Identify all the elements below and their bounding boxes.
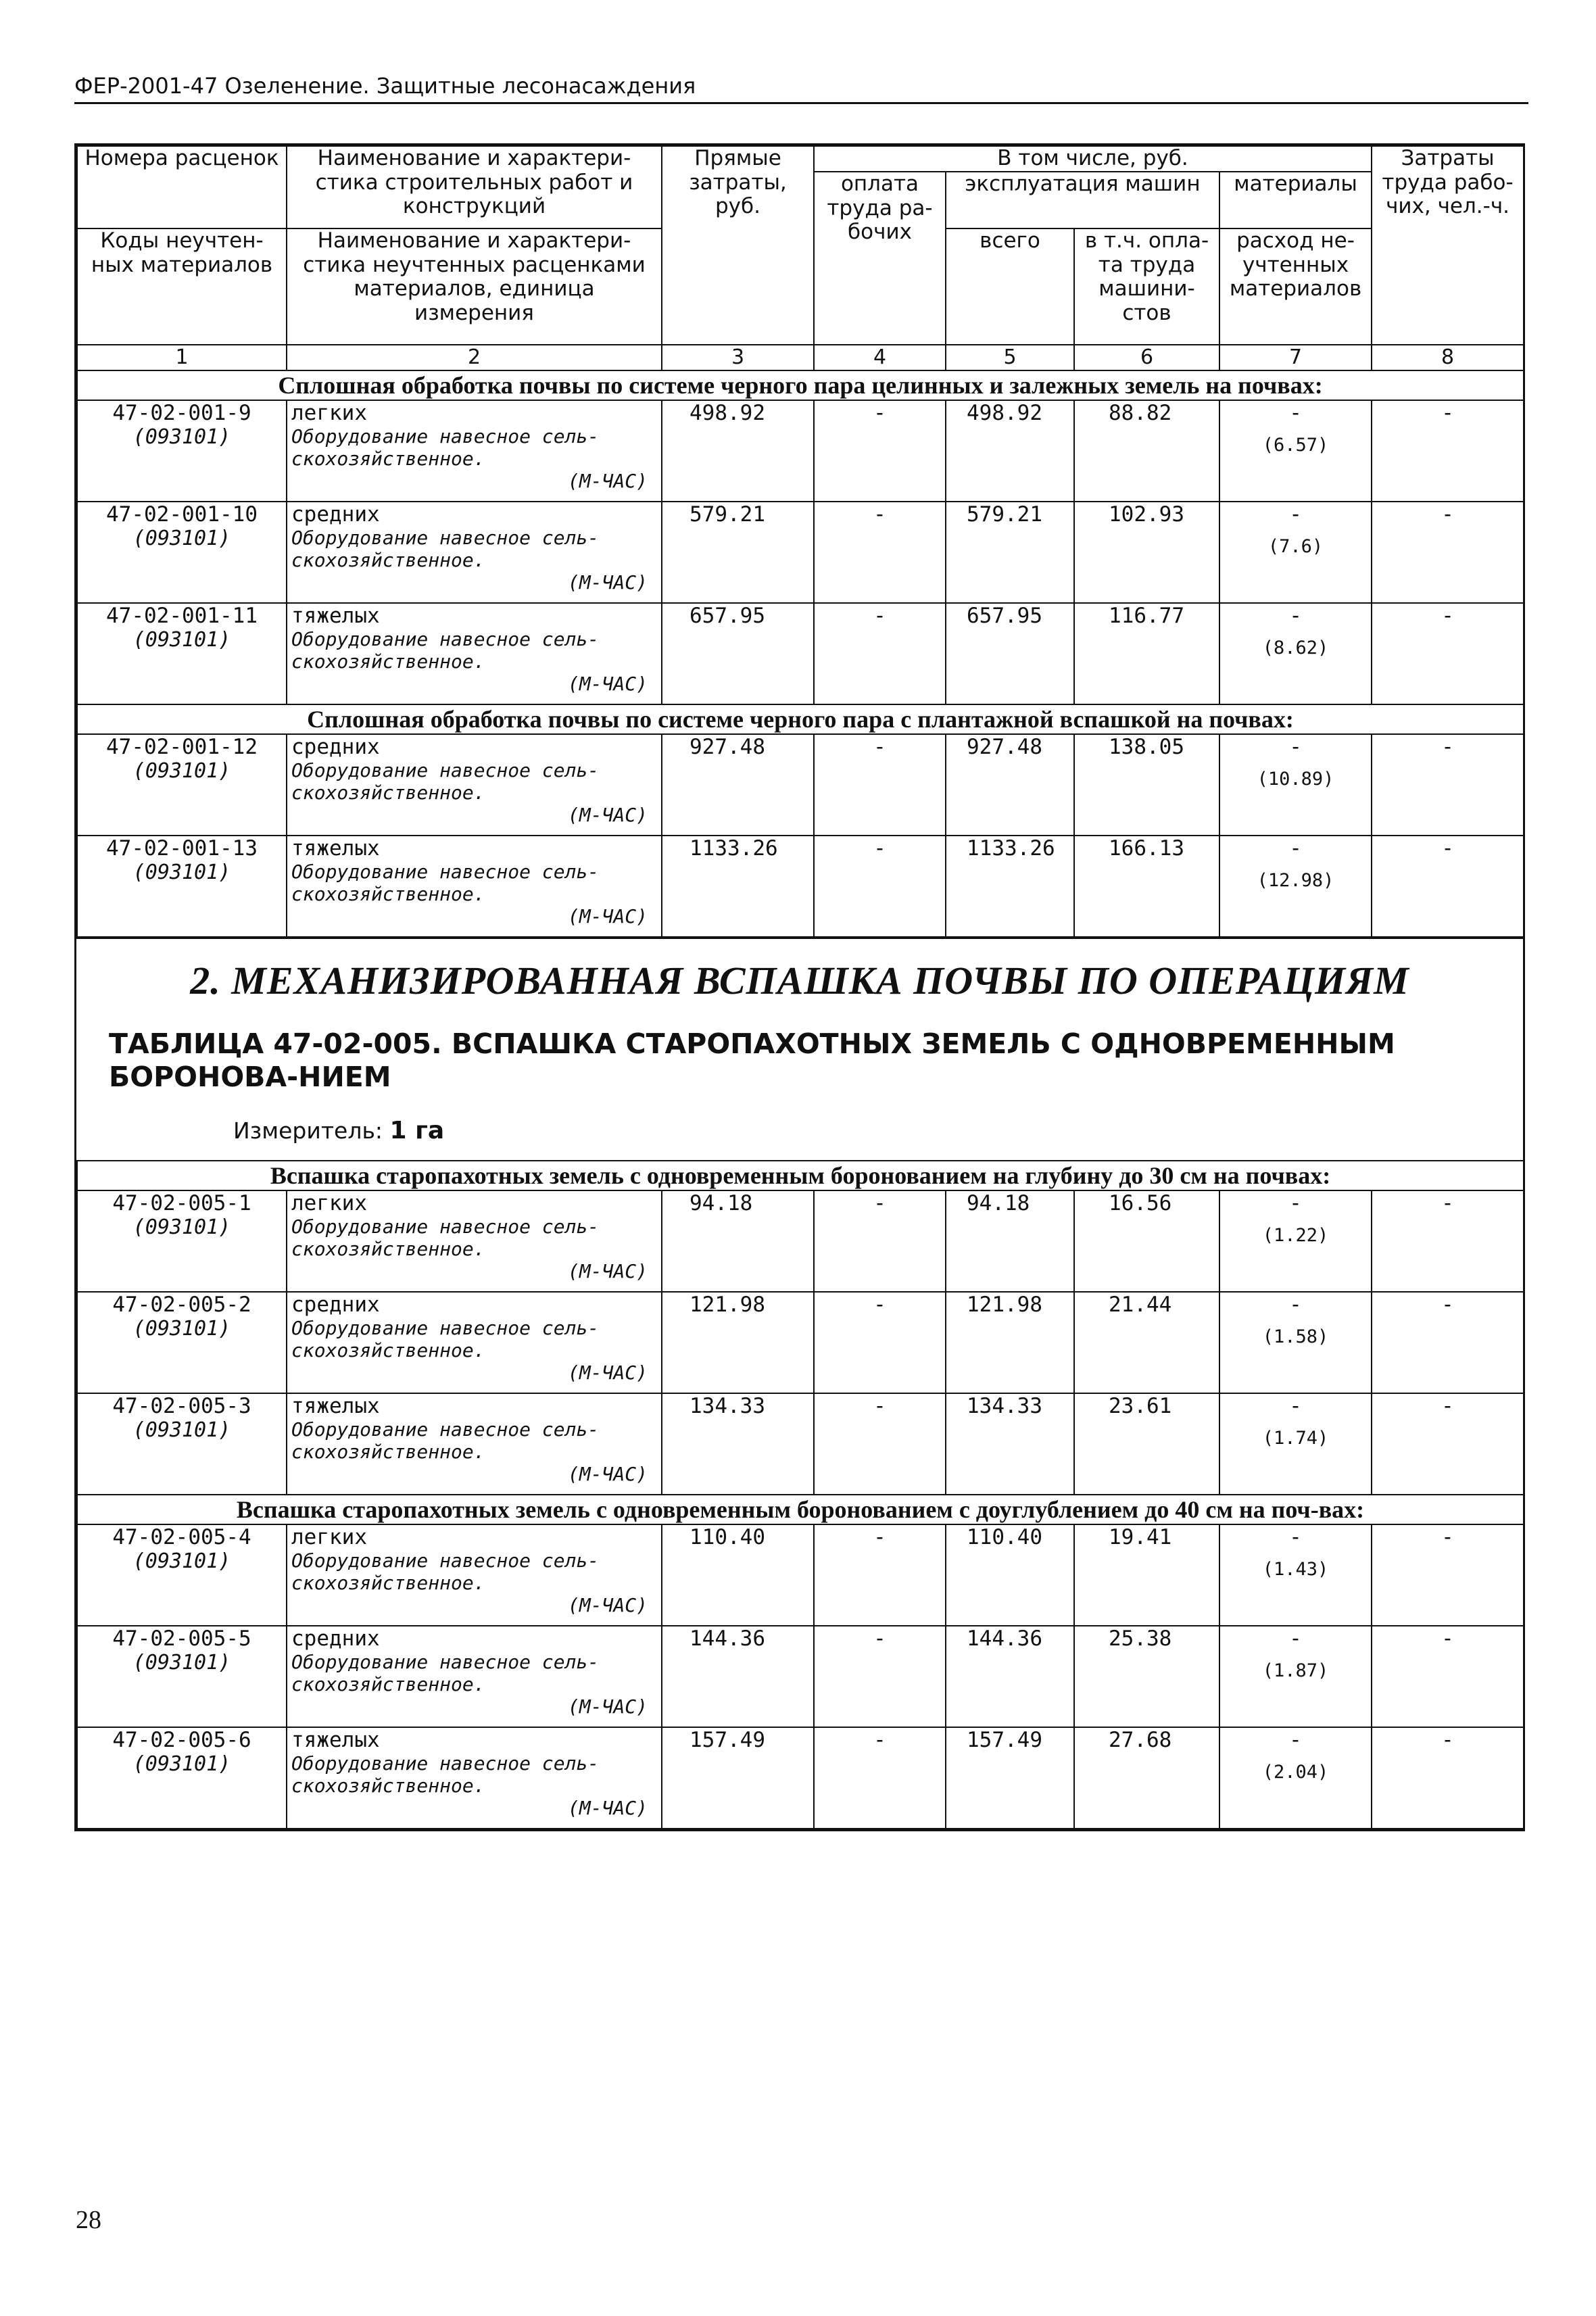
materials-cell <box>1219 502 1372 603</box>
material-name: Оборудование навесное сель-скохозяйственное. <box>291 1215 600 1261</box>
direct-cost: 579.21 <box>662 502 814 603</box>
measure-value: 1 га <box>389 1117 445 1145</box>
material-quantity: (1.58) <box>1262 1326 1329 1348</box>
material-unit: (М-ЧАС) <box>567 1361 648 1384</box>
labor-cost: - <box>814 1393 946 1495</box>
rate-name-cell <box>287 400 662 502</box>
running-head-rule <box>74 102 1528 104</box>
materials-cost: - <box>1289 1293 1302 1318</box>
column-number-row: 1 2 3 4 5 6 7 8 <box>77 345 1524 370</box>
materials-cost: - <box>1289 836 1302 861</box>
labor-cost: - <box>814 502 946 603</box>
labor-hours: - <box>1372 502 1524 603</box>
rate-name-cell <box>287 502 662 603</box>
rate-name: средних <box>291 1293 380 1318</box>
rate-name: легких <box>291 401 367 425</box>
machine-labor-cost: 102.93 <box>1074 502 1219 603</box>
rate-name: средних <box>291 502 380 527</box>
machine-cost: 1133.26 <box>946 836 1074 937</box>
section-heading-row <box>77 1161 1524 1190</box>
materials-cost: - <box>1289 1728 1302 1753</box>
rate-code-cell <box>77 502 287 603</box>
material-name: Оборудование навесное сель-скохозяйственное. <box>291 861 600 905</box>
header-col5: всего <box>946 228 1074 345</box>
direct-cost: 144.36 <box>662 1626 814 1727</box>
rate-row <box>77 400 1524 502</box>
header-col6: в т.ч. опла-та труда машини-стов <box>1074 228 1219 345</box>
direct-cost: 121.98 <box>662 1292 814 1393</box>
material-code: (093101) <box>132 861 231 884</box>
machine-labor-cost: 19.41 <box>1074 1524 1219 1626</box>
material-quantity: (1.74) <box>1262 1428 1329 1449</box>
rate-row <box>77 1524 1524 1626</box>
section-title: 2. МЕХАНИЗИРОВАННАЯ ВСПАШКА ПОЧВЫ ПО ОПЕРАЦИЯМ <box>190 959 1409 1003</box>
materials-cell <box>1219 603 1372 704</box>
header-col2-bottom: Наименование и характери-стика неучтенных расценками материалов, единица измерения <box>287 228 662 345</box>
rate-name-cell <box>287 1393 662 1495</box>
header-group: В том числе, руб. <box>814 146 1372 172</box>
material-unit: (М-ЧАС) <box>567 905 648 927</box>
labor-hours: - <box>1372 1626 1524 1727</box>
rates-table <box>76 145 1524 938</box>
material-unit: (М-ЧАС) <box>567 1463 648 1486</box>
materials-cost: - <box>1289 1626 1302 1651</box>
machine-labor-cost: 21.44 <box>1074 1292 1219 1393</box>
rate-code-cell <box>77 1626 287 1727</box>
section-heading: Вспашка старопахотных земель с одновременным боронованием с доуглублением до 40 см на поч-вах: <box>77 1495 1524 1524</box>
machine-labor-cost: 23.61 <box>1074 1393 1219 1495</box>
rate-code: 47-02-001-13 <box>106 836 258 861</box>
labor-cost: - <box>814 734 946 836</box>
material-code: (093101) <box>132 759 231 783</box>
rates-table-2 <box>76 1160 1524 1829</box>
header-col8: Затраты труда рабо-чих, чел.-ч. <box>1372 146 1524 345</box>
materials-cell <box>1219 1292 1372 1393</box>
rate-code: 47-02-001-9 <box>112 401 251 425</box>
material-quantity: (1.43) <box>1262 1559 1329 1581</box>
running-head: ФЕР-2001-47 Озеленение. Защитные лесонасаждения <box>74 73 696 99</box>
rate-name: тяжелых <box>291 1728 380 1753</box>
rate-row <box>77 1727 1524 1829</box>
rate-row <box>77 836 1524 937</box>
material-code: (093101) <box>132 628 231 652</box>
rate-row <box>77 1393 1524 1495</box>
rate-row <box>77 1292 1524 1393</box>
section-heading-row <box>77 370 1524 400</box>
rate-code: 47-02-005-6 <box>112 1728 251 1753</box>
material-quantity: (1.22) <box>1262 1225 1329 1247</box>
machine-cost: 657.95 <box>946 603 1074 704</box>
labor-hours: - <box>1372 1524 1524 1626</box>
materials-cell <box>1219 1190 1372 1292</box>
rate-row <box>77 603 1524 704</box>
material-code: (093101) <box>132 1215 231 1240</box>
materials-cost: - <box>1289 1525 1302 1550</box>
section-heading: Сплошная обработка почвы по системе черного пара целинных и залежных земель на почвах: <box>77 370 1524 400</box>
rate-code-cell <box>77 734 287 836</box>
materials-cost: - <box>1289 735 1302 759</box>
rate-name: тяжелых <box>291 1394 380 1419</box>
rate-code: 47-02-005-1 <box>112 1191 251 1216</box>
rate-code-cell <box>77 1393 287 1495</box>
material-unit: (М-ЧАС) <box>567 673 648 695</box>
section-heading-row <box>77 1495 1524 1524</box>
materials-cost: - <box>1289 502 1302 527</box>
machine-labor-cost: 25.38 <box>1074 1626 1219 1727</box>
materials-cost: - <box>1289 1191 1302 1216</box>
materials-cost: - <box>1289 604 1302 628</box>
rate-name-cell <box>287 1727 662 1829</box>
material-code: (093101) <box>132 1752 231 1777</box>
material-unit: (М-ЧАС) <box>567 1594 648 1617</box>
machine-labor-cost: 116.77 <box>1074 603 1219 704</box>
material-code: (093101) <box>132 1317 231 1341</box>
material-code: (093101) <box>132 425 231 449</box>
section-heading: Сплошная обработка почвы по системе черного пара с плантажной вспашкой на почвах: <box>77 704 1524 734</box>
material-unit: (М-ЧАС) <box>567 804 648 826</box>
material-unit: (М-ЧАС) <box>567 1260 648 1283</box>
direct-cost: 657.95 <box>662 603 814 704</box>
table-title: ТАБЛИЦА 47-02-005. ВСПАШКА СТАРОПАХОТНЫХ ЗЕМЕЛЬ С ОДНОВРЕМЕННЫМ БОРОНОВА-НИЕМ <box>109 1028 1395 1094</box>
rate-name: легких <box>291 1525 367 1550</box>
machine-labor-cost: 27.68 <box>1074 1727 1219 1829</box>
material-name: Оборудование навесное сель-скохозяйственное. <box>291 759 600 804</box>
material-unit: (М-ЧАС) <box>567 571 648 594</box>
machine-labor-cost: 166.13 <box>1074 836 1219 937</box>
direct-cost: 498.92 <box>662 400 814 502</box>
direct-cost: 1133.26 <box>662 836 814 937</box>
labor-cost: - <box>814 1626 946 1727</box>
rate-row <box>77 1190 1524 1292</box>
materials-cell <box>1219 1727 1372 1829</box>
rate-code: 47-02-005-2 <box>112 1293 251 1318</box>
rate-name: легких <box>291 1191 367 1216</box>
material-quantity: (1.87) <box>1262 1660 1329 1682</box>
rate-code-cell <box>77 1292 287 1393</box>
header-row-1 <box>77 146 1524 172</box>
materials-cell <box>1219 1524 1372 1626</box>
machine-cost: 110.40 <box>946 1524 1074 1626</box>
labor-cost: - <box>814 603 946 704</box>
rate-code: 47-02-001-12 <box>106 735 258 759</box>
direct-cost: 157.49 <box>662 1727 814 1829</box>
machine-cost: 94.18 <box>946 1190 1074 1292</box>
direct-cost: 110.40 <box>662 1524 814 1626</box>
labor-cost: - <box>814 1190 946 1292</box>
rate-code-cell <box>77 836 287 937</box>
material-code: (093101) <box>132 1549 231 1574</box>
header-col1-top: Номера расценок <box>77 146 287 228</box>
rate-name: тяжелых <box>291 604 380 628</box>
rate-code-cell <box>77 1727 287 1829</box>
rate-name-cell <box>287 836 662 937</box>
section-heading: Вспашка старопахотных земель с одновременным боронованием на глубину до 30 см на почвах: <box>77 1161 1524 1190</box>
labor-hours: - <box>1372 734 1524 836</box>
header-materials: материалы <box>1219 172 1372 228</box>
material-code: (093101) <box>132 1651 231 1675</box>
rate-name-cell <box>287 1292 662 1393</box>
material-name: Оборудование навесное сель-скохозяйственное. <box>291 1752 600 1798</box>
material-name: Оборудование навесное сель-скохозяйственное. <box>291 1651 600 1696</box>
materials-cell <box>1219 836 1372 937</box>
material-unit: (М-ЧАС) <box>567 470 648 492</box>
material-name: Оборудование навесное сель-скохозяйственное. <box>291 527 600 571</box>
part2-block <box>76 938 1523 1160</box>
header-col4: оплата труда ра-бочих <box>814 172 946 345</box>
materials-cost: - <box>1289 1394 1302 1419</box>
rate-name-cell <box>287 1626 662 1727</box>
rate-row <box>77 734 1524 836</box>
material-name: Оборудование навесное сель-скохозяйственное. <box>291 1317 600 1362</box>
measure-label: Измеритель: <box>233 1117 383 1144</box>
material-quantity: (8.62) <box>1262 637 1329 658</box>
rate-name-cell <box>287 1524 662 1626</box>
materials-cell <box>1219 1626 1372 1727</box>
machine-cost: 134.33 <box>946 1393 1074 1495</box>
rate-code-cell <box>77 1524 287 1626</box>
header-col7: расход не-учтенных материалов <box>1219 228 1372 345</box>
rate-code: 47-02-005-3 <box>112 1394 251 1419</box>
rate-name-cell <box>287 734 662 836</box>
labor-hours: - <box>1372 400 1524 502</box>
materials-cell <box>1219 1393 1372 1495</box>
direct-cost: 927.48 <box>662 734 814 836</box>
labor-cost: - <box>814 836 946 937</box>
labor-hours: - <box>1372 1190 1524 1292</box>
material-code: (093101) <box>132 1418 231 1443</box>
labor-hours: - <box>1372 1393 1524 1495</box>
machine-cost: 579.21 <box>946 502 1074 603</box>
machine-cost: 498.92 <box>946 400 1074 502</box>
labor-cost: - <box>814 1524 946 1626</box>
machine-cost: 121.98 <box>946 1292 1074 1393</box>
labor-cost: - <box>814 1727 946 1829</box>
machine-labor-cost: 138.05 <box>1074 734 1219 836</box>
rate-name: тяжелых <box>291 836 380 861</box>
machine-cost: 144.36 <box>946 1626 1074 1727</box>
header-col2-top: Наименование и характери-стика строительных работ и конструкций <box>287 146 662 228</box>
direct-cost: 94.18 <box>662 1190 814 1292</box>
header-col3: Прямые затраты, руб. <box>662 146 814 345</box>
material-quantity: (7.6) <box>1267 536 1324 557</box>
labor-hours: - <box>1372 603 1524 704</box>
direct-cost: 134.33 <box>662 1393 814 1495</box>
material-name: Оборудование навесное сель-скохозяйственное. <box>291 1418 600 1464</box>
labor-hours: - <box>1372 836 1524 937</box>
measure-line <box>76 1094 1523 1160</box>
material-code: (093101) <box>132 527 231 550</box>
rate-name-cell <box>287 603 662 704</box>
machine-labor-cost: 88.82 <box>1074 400 1219 502</box>
rate-row <box>77 1626 1524 1727</box>
rate-code: 47-02-001-11 <box>106 604 258 628</box>
machine-labor-cost: 16.56 <box>1074 1190 1219 1292</box>
materials-cell <box>1219 400 1372 502</box>
rate-code-cell <box>77 1190 287 1292</box>
material-name: Оборудование навесное сель-скохозяйственное. <box>291 628 600 673</box>
labor-hours: - <box>1372 1727 1524 1829</box>
header-machines: эксплуатация машин <box>946 172 1219 228</box>
page-number: 28 <box>76 2206 101 2234</box>
rate-name: средних <box>291 735 380 759</box>
material-name: Оборудование навесное сель-скохозяйственное. <box>291 425 600 470</box>
rate-name-cell <box>287 1190 662 1292</box>
labor-hours: - <box>1372 1292 1524 1393</box>
material-quantity: (10.89) <box>1257 769 1334 790</box>
machine-cost: 157.49 <box>946 1727 1074 1829</box>
labor-cost: - <box>814 400 946 502</box>
section-heading-row <box>77 704 1524 734</box>
material-unit: (М-ЧАС) <box>567 1695 648 1718</box>
material-name: Оборудование навесное сель-скохозяйственное. <box>291 1549 600 1595</box>
rate-code: 47-02-001-10 <box>106 502 258 527</box>
material-quantity: (6.57) <box>1262 435 1329 456</box>
material-quantity: (2.04) <box>1262 1762 1329 1783</box>
material-quantity: (12.98) <box>1257 870 1334 891</box>
machine-cost: 927.48 <box>946 734 1074 836</box>
header-col1-bottom: Коды неучтен-ных материалов <box>77 228 287 345</box>
materials-cell <box>1219 734 1372 836</box>
rate-code: 47-02-005-4 <box>112 1525 251 1550</box>
rate-code-cell <box>77 400 287 502</box>
rate-row <box>77 502 1524 603</box>
rate-code-cell <box>77 603 287 704</box>
material-unit: (М-ЧАС) <box>567 1797 648 1820</box>
labor-cost: - <box>814 1292 946 1393</box>
rates-table-frame <box>74 143 1525 1831</box>
rate-code: 47-02-005-5 <box>112 1626 251 1651</box>
materials-cost: - <box>1289 401 1302 425</box>
rate-name: средних <box>291 1626 380 1651</box>
